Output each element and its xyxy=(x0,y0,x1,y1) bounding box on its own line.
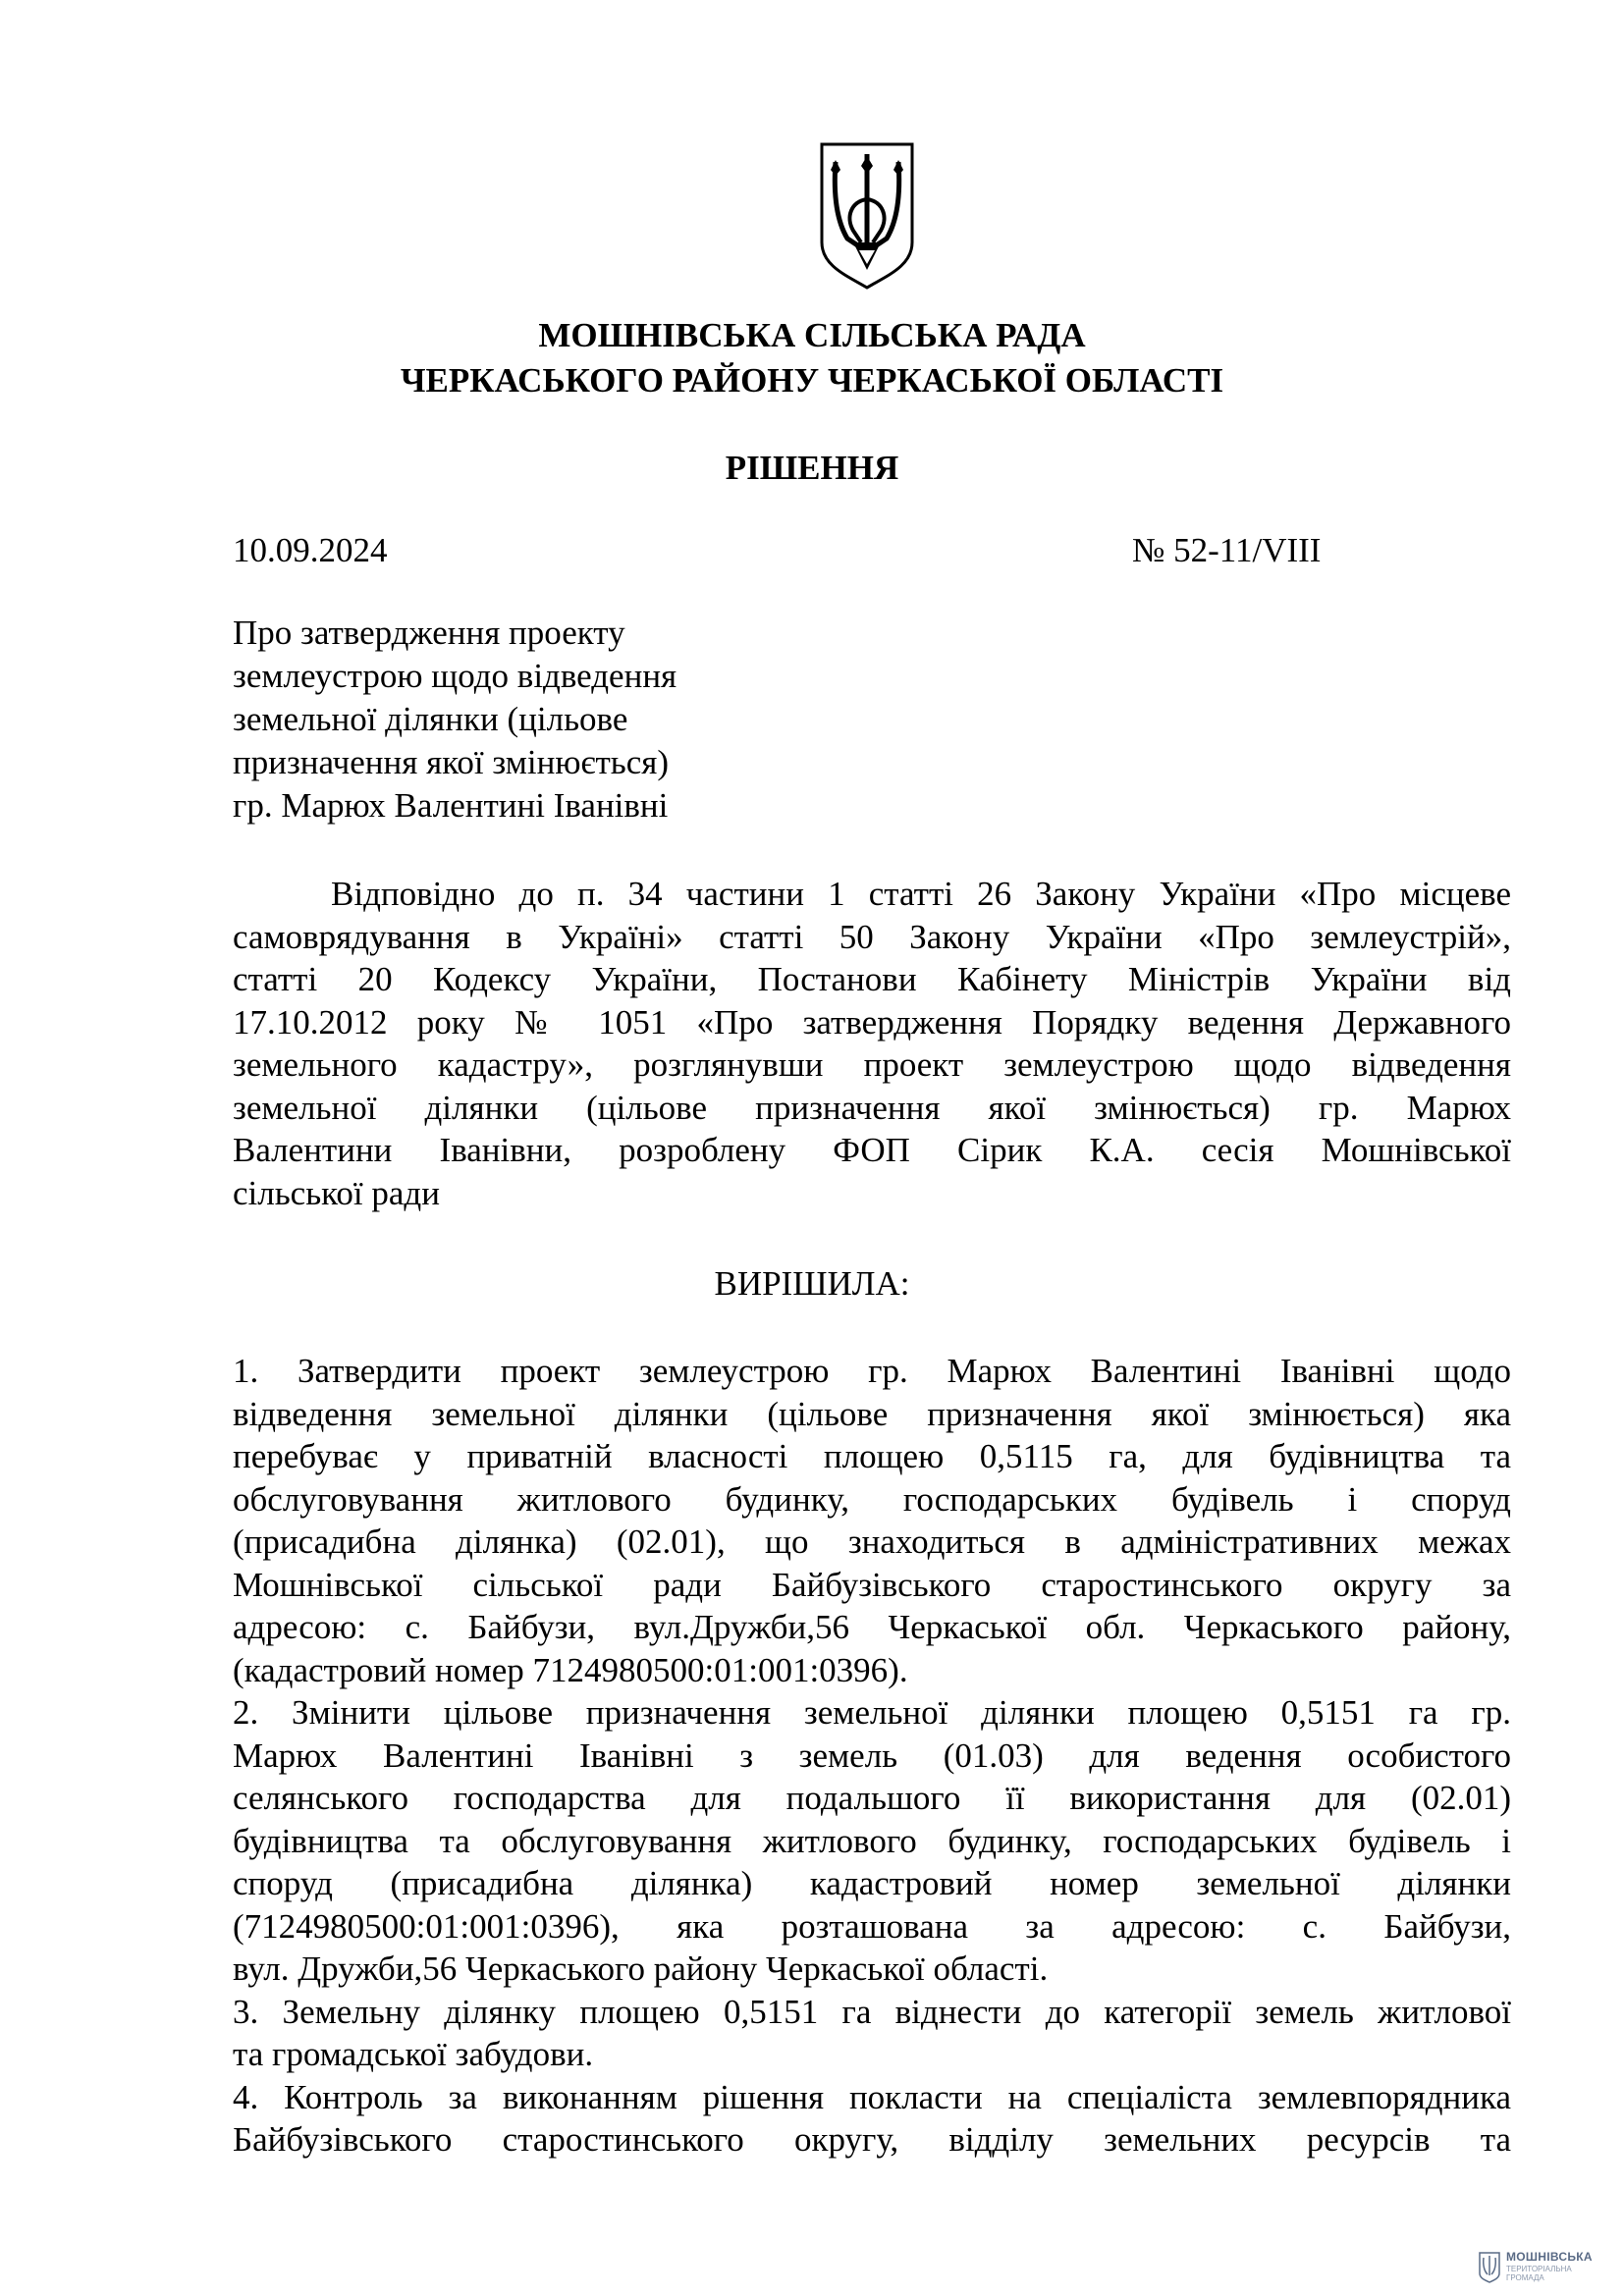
item-line: 4. Контроль за виконанням рішення покласти на спеціаліста землевпорядника xyxy=(233,2077,1511,2116)
subject-line: гр. Марюх Валентині Іванівні xyxy=(233,786,669,825)
preamble-line: земельної ділянки (цільове призначення якої змінюється) гр. Марюх xyxy=(233,1088,1511,1127)
watermark-sub-line: ГРОМАДА xyxy=(1506,2273,1544,2282)
subject-line: землеустрою щодо відведення xyxy=(233,657,677,695)
item-line: будівництва та обслуговування житлового будинку, господарських будівель і xyxy=(233,1821,1511,1860)
preamble-line: Валентини Іванівни, розроблену ФОП Сірик К.А. сесія Мошнівської xyxy=(233,1131,1511,1169)
council-name: МОШНІВСЬКА СІЛЬСЬКА РАДА xyxy=(538,316,1086,354)
item-line: селянського господарства для подальшого її використання для (02.01) xyxy=(233,1779,1511,1817)
subject-line: земельної ділянки (цільове xyxy=(233,700,628,738)
item-line: споруд (присадибна ділянка) кадастровий номер земельної ділянки xyxy=(233,1864,1511,1902)
decision-items xyxy=(233,1350,1511,2162)
item-line: 2. Змінити цільове призначення земельної ділянки площею 0,5151 га гр. xyxy=(233,1693,1511,1732)
item-line: 1. Затвердити проект землеустрою гр. Марюх Валентині Іванівні щодо xyxy=(233,1352,1511,1390)
watermark-sub-line: ТЕРИТОРІАЛЬНА xyxy=(1506,2265,1572,2273)
item-line: та громадської забудови. xyxy=(233,2035,594,2073)
item-line: Марюх Валентині Іванівні з земель (01.03) для ведення особистого xyxy=(233,1735,1511,1775)
item-line: 3. Земельну ділянку площею 0,5151 га віднести до категорії земель житлової xyxy=(233,1992,1511,2031)
document-number: № 52-11/VIII xyxy=(1132,531,1322,569)
preamble-line: статті 20 Кодексу України, Постанови Кабінету Міністрів України від xyxy=(233,960,1511,998)
item-line: (кадастровий номер 7124980500:01:001:0396). xyxy=(233,1650,908,1689)
community-watermark xyxy=(1479,2248,1597,2287)
council-region: ЧЕРКАСЬКОГО РАЙОНУ ЧЕРКАСЬКОЇ ОБЛАСТІ xyxy=(400,361,1224,400)
preamble-line: Відповідно до п. 34 частини 1 статті 26 Закону України «Про місцеве xyxy=(331,875,1511,913)
decision-subject xyxy=(233,612,783,828)
item-line: відведення земельної ділянки (цільове призначення якої змінюється) яка xyxy=(233,1394,1511,1433)
document-title: РІШЕННЯ xyxy=(725,449,899,487)
coat-of-arms-icon xyxy=(818,140,916,290)
subject-line: призначення якої змінюється) xyxy=(233,743,670,781)
decided-heading: ВИРІШИЛА: xyxy=(714,1264,910,1303)
watermark-title: МОШНІВСЬКА xyxy=(1506,2250,1593,2264)
document-date: 10.09.2024 xyxy=(233,531,388,569)
item-line: Байбузівського старостинського округу, відділу земельних ресурсів та xyxy=(233,2120,1511,2159)
watermark-subtitle xyxy=(1506,2265,1572,2282)
preamble-line: самоврядування в Україні» статті 50 Закону України «Про землеустрій», xyxy=(233,917,1511,956)
preamble-line: 17.10.2012 року № 1051 «Про затвердження Порядку ведення Державного xyxy=(233,1002,1511,1041)
preamble-line: сільської ради xyxy=(233,1173,440,1212)
item-line: вул. Дружби,56 Черкаського району Черкаської області. xyxy=(233,1949,1049,1988)
preamble-line: земельного кадастру», розглянувши проект землеустрою щодо відведення xyxy=(233,1045,1511,1084)
item-line: Мошнівської сільської ради Байбузівського старостинського округу за xyxy=(233,1565,1511,1604)
trident-mark-icon xyxy=(1479,2252,1500,2283)
item-line: (присадибна ділянка) (02.01), що знаходиться в адміністративних межах xyxy=(233,1522,1511,1561)
subject-line: Про затвердження проекту xyxy=(233,614,625,652)
preamble-paragraph xyxy=(233,873,1511,1214)
item-line: адресою: с. Байбузи, вул.Дружби,56 Черкаської обл. Черкаського району, xyxy=(233,1608,1511,1646)
item-line: перебуває у приватній власності площею 0,5115 га, для будівництва та xyxy=(233,1437,1511,1475)
item-line: обслуговування житлового будинку, господарських будівель і споруд xyxy=(233,1479,1511,1519)
item-line: (7124980500:01:001:0396), яка розташована за адресою: с. Байбузи, xyxy=(233,1906,1511,1946)
